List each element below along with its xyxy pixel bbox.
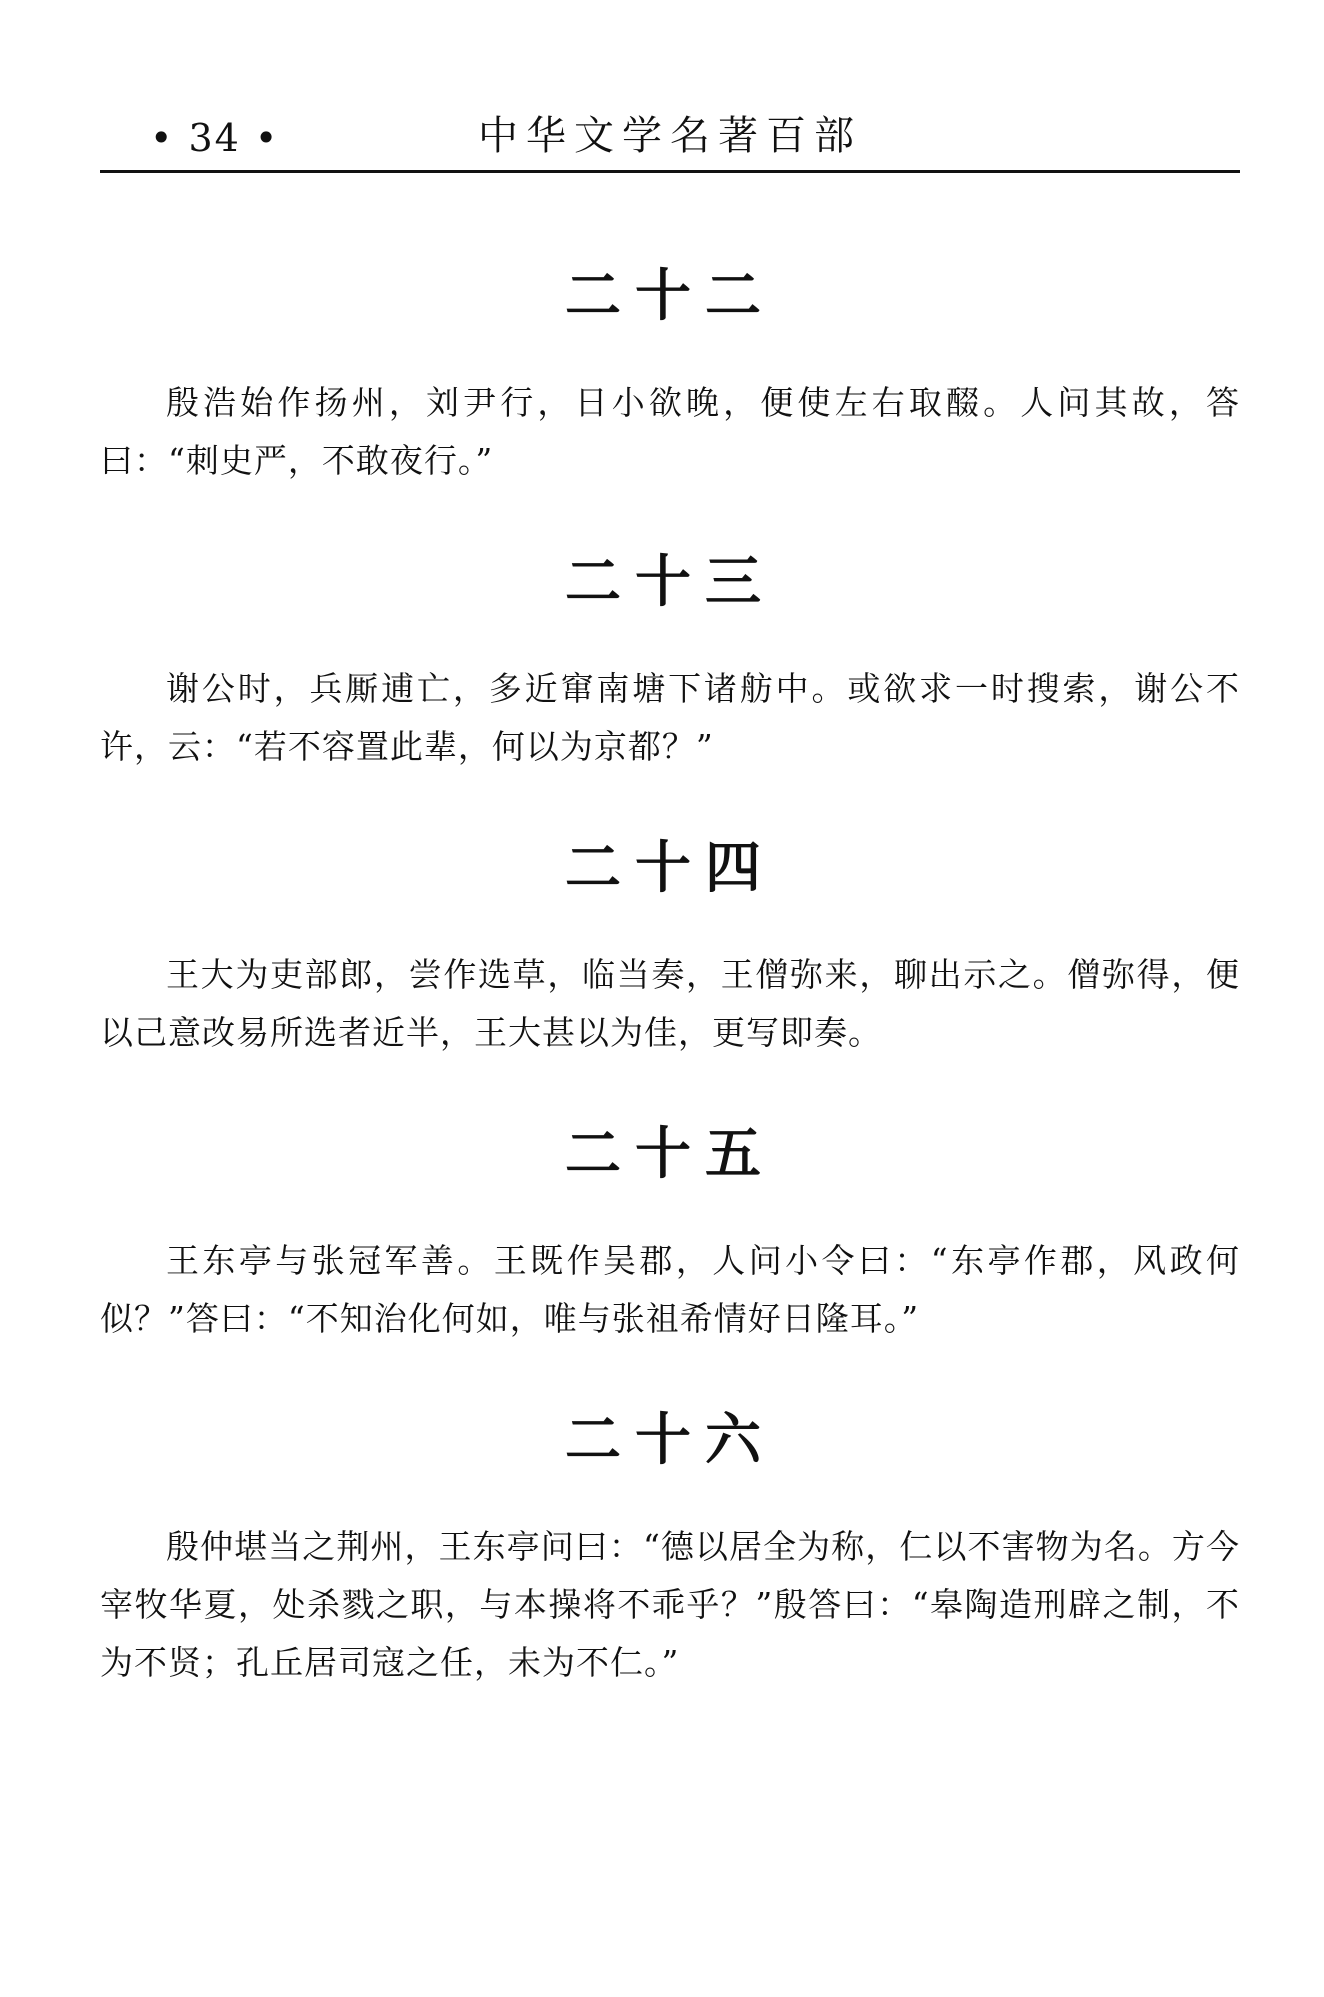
page-header: [100, 108, 1240, 173]
section-heading: 二十四: [565, 836, 775, 901]
section-paragraph: 谢公时，兵厮逋亡，多近窜南塘下诸舫中。或欲求一时搜索，谢公不许，云：“若不容置此辈，何以为京都？”: [100, 669, 1240, 766]
section-24: [100, 834, 1240, 1062]
section-25: [100, 1120, 1240, 1348]
section-paragraph: 殷仲堪当之荆州，王东亭问曰：“德以居全为称，仁以不害物为名。方今宰牧华夏，处杀戮之职，与本操将不乖乎？”殷答曰：“皋陶造刑辟之制，不为不贤；孔丘居司寇之任，未为不仁。”: [100, 1527, 1240, 1682]
section-paragraph: 王东亭与张冠军善。王既作吴郡，人问小令曰：“东亭作郡，风政何似？”答曰：“不知治化何如，唯与张祖希情好日隆耳。”: [100, 1241, 1240, 1338]
section-paragraph: 王大为吏部郎，尝作选草，临当奏，王僧弥来，聊出示之。僧弥得，便以己意改易所选者近半，王大甚以为佳，更写即奏。: [100, 955, 1240, 1052]
page-content: [100, 262, 1240, 1750]
section-23: [100, 548, 1240, 776]
section-heading: 二十五: [565, 1122, 775, 1187]
section-heading: 二十二: [565, 264, 775, 329]
page-number: • 34 •: [150, 116, 280, 160]
section-heading: 二十三: [565, 550, 775, 615]
section-paragraph: 殷浩始作扬州，刘尹行，日小欲晚，便使左右取醊。人问其故，答曰：“刺史严，不敢夜行。”: [100, 383, 1240, 480]
section-22: [100, 262, 1240, 490]
section-heading: 二十六: [565, 1408, 775, 1473]
section-26: [100, 1406, 1240, 1692]
book-title: 中华文学名著百部: [478, 113, 862, 159]
